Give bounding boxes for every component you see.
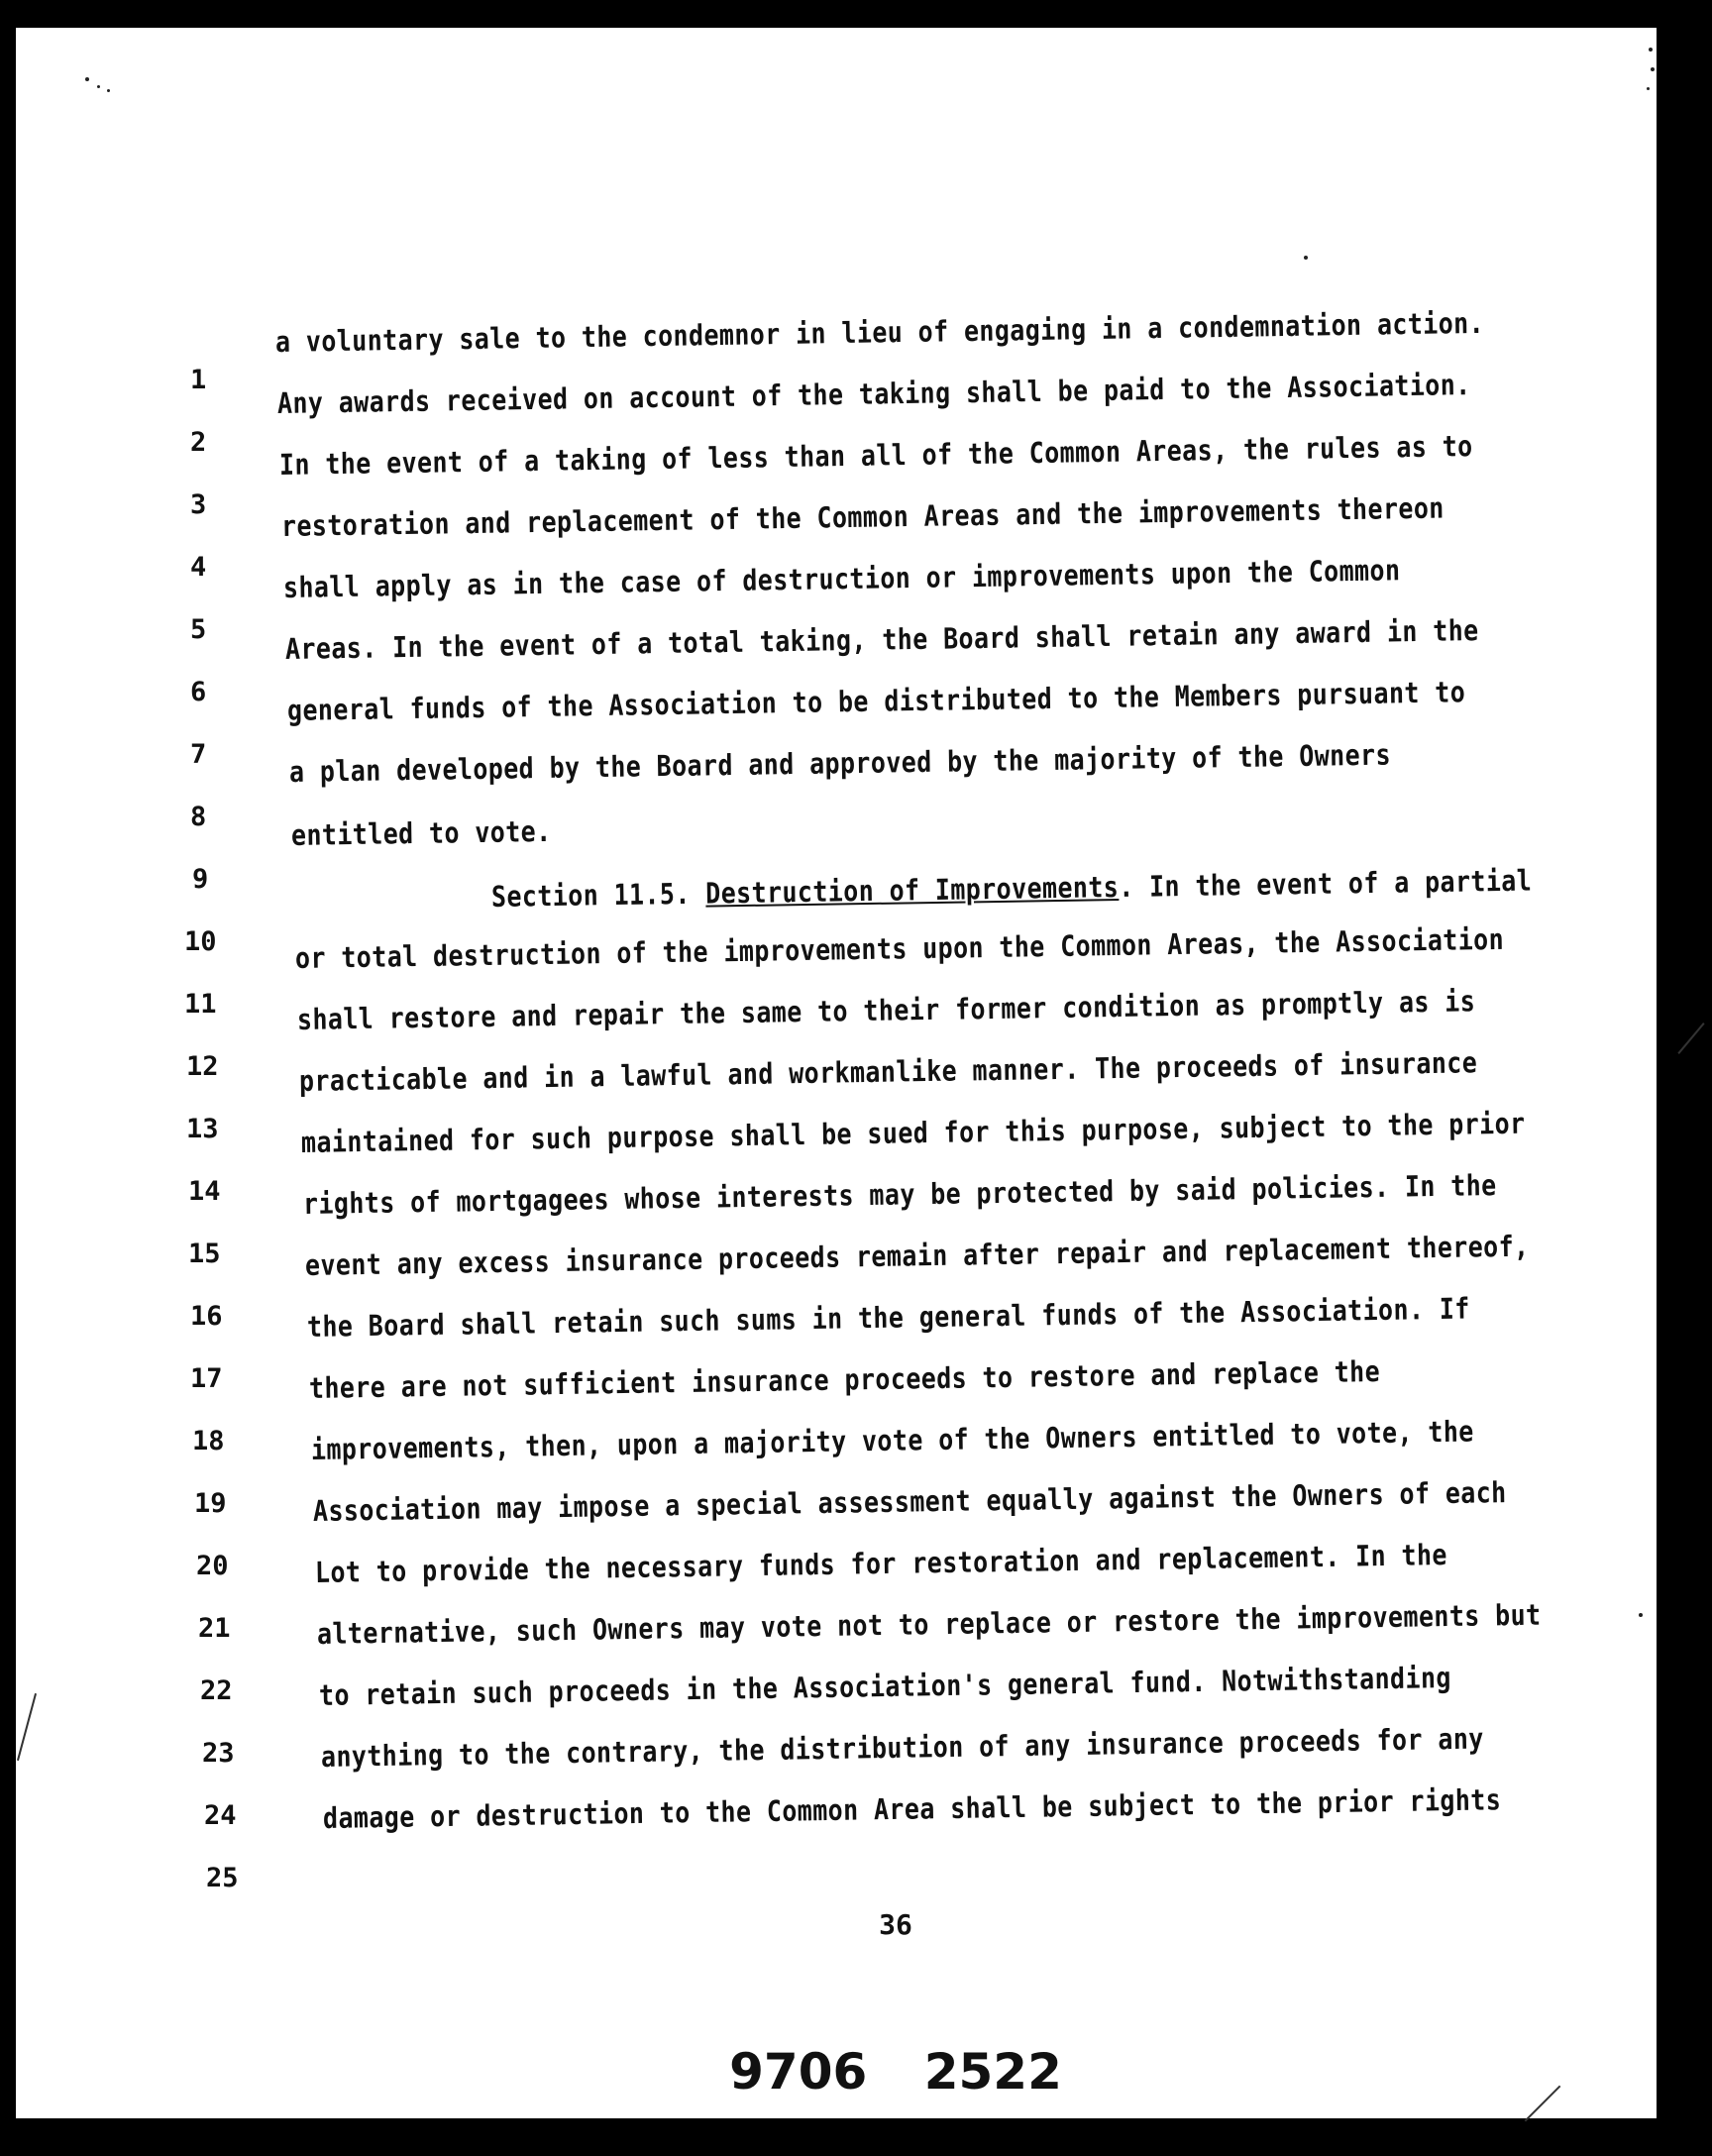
line-number: 11 (184, 989, 217, 1020)
text-line: general funds of the Association to be distributed to the Members pursuant to (286, 675, 1466, 727)
section-title: Destruction of Improvements (704, 870, 1120, 911)
line-number: 20 (196, 1551, 229, 1581)
section-number: Section 11.5. (490, 876, 692, 914)
page-number: 36 (879, 1908, 912, 1941)
text-line: restoration and replacement of the Common Areas and the improvements thereon (280, 490, 1444, 543)
scan-scratch (17, 1693, 37, 1761)
line-number: 5 (190, 614, 207, 645)
text-line: there are not sufficient insurance proceeds to restore and replace the (308, 1354, 1381, 1405)
text-line: anything to the contrary, the distribution of any insurance proceeds for any (320, 1721, 1484, 1774)
text-line: maintained for such purpose shall be sued for this purpose, subject to the prior (300, 1106, 1526, 1159)
scan-scratch (1677, 1023, 1704, 1054)
line-number: 12 (186, 1051, 219, 1082)
text-line: a voluntary sale to the condemnor in lieu of engaging in a condemnation action. (274, 305, 1485, 359)
line-number: 24 (204, 1800, 237, 1831)
line-number: 18 (192, 1426, 225, 1456)
scan-speck (1639, 1613, 1643, 1617)
document-page (16, 28, 1657, 2118)
text-line: Lot to provide the necessary funds for restoration and replacement. In the (314, 1538, 1448, 1589)
text-line: alternative, such Owners may vote not to replace or restore the improvements but (316, 1597, 1542, 1651)
line-number: 14 (188, 1176, 221, 1207)
text-line: practicable and in a lawful and workmanlike manner. The proceeds of insurance (298, 1045, 1478, 1098)
scan-speck (97, 85, 100, 88)
line-number: 16 (190, 1301, 223, 1332)
text-line: shall restore and repair the same to their former condition as promptly as is (296, 984, 1476, 1036)
text-line: . In the event of a partial (1118, 863, 1533, 905)
text-line: a plan developed by the Board and approved by the majority of the Owners (288, 737, 1392, 789)
line-number: 9 (192, 864, 209, 895)
scan-speck (1647, 87, 1650, 90)
line-number: 17 (190, 1363, 223, 1394)
line-number: 21 (198, 1613, 231, 1644)
text-line: improvements, then, upon a majority vote of the Owners entitled to vote, the (310, 1414, 1474, 1466)
line-number: 6 (190, 677, 207, 707)
line-number: 19 (194, 1488, 227, 1519)
text-line: rights of mortgagees whose interests may be protected by said policies. In the (302, 1168, 1497, 1221)
line-number: 2 (190, 427, 207, 458)
line-number: 3 (190, 489, 207, 520)
line-number: 15 (188, 1239, 221, 1269)
line-number: 23 (202, 1738, 235, 1769)
text-line: to retain such proceeds in the Association's general fund. Notwithstanding (318, 1661, 1452, 1712)
scan-speck (1304, 256, 1308, 260)
line-number: 4 (190, 552, 207, 583)
text-line: entitled to vote. (290, 813, 552, 852)
line-number: 10 (184, 926, 217, 957)
line-number: 25 (206, 1863, 239, 1893)
text-line: the Board shall retain such sums in the general funds of the Association. If (306, 1291, 1470, 1344)
text-line: damage or destruction to the Common Area shall be subject to the prior rights (322, 1782, 1502, 1835)
document-number: 9706 2522 (729, 2043, 1062, 2101)
scan-speck (107, 89, 110, 92)
scan-speck (85, 77, 89, 81)
text-line: shall apply as in the case of destruction or improvements upon the Common (282, 553, 1401, 604)
text-line: Areas. In the event of a total taking, the Board shall retain any award in the (284, 613, 1479, 666)
text-line: Any awards received on account of the taking shall be paid to the Association. (276, 368, 1471, 420)
text-line: or total destruction of the improvements upon the Common Areas, the Association (294, 921, 1505, 975)
section-heading-line (491, 864, 1533, 914)
text-line: event any excess insurance proceeds remain after repair and replacement thereof, (304, 1229, 1530, 1282)
line-number: 22 (200, 1675, 233, 1706)
scan-speck (1649, 48, 1653, 52)
scan-speck (1651, 67, 1655, 71)
line-number: 1 (190, 365, 207, 395)
line-number: 7 (190, 739, 207, 770)
text-line: Association may impose a special assessment equally against the Owners of each (312, 1475, 1507, 1528)
text-line: In the event of a taking of less than all of the Common Areas, the rules as to (278, 429, 1473, 482)
line-number: 8 (190, 802, 207, 832)
line-number: 13 (186, 1114, 219, 1144)
